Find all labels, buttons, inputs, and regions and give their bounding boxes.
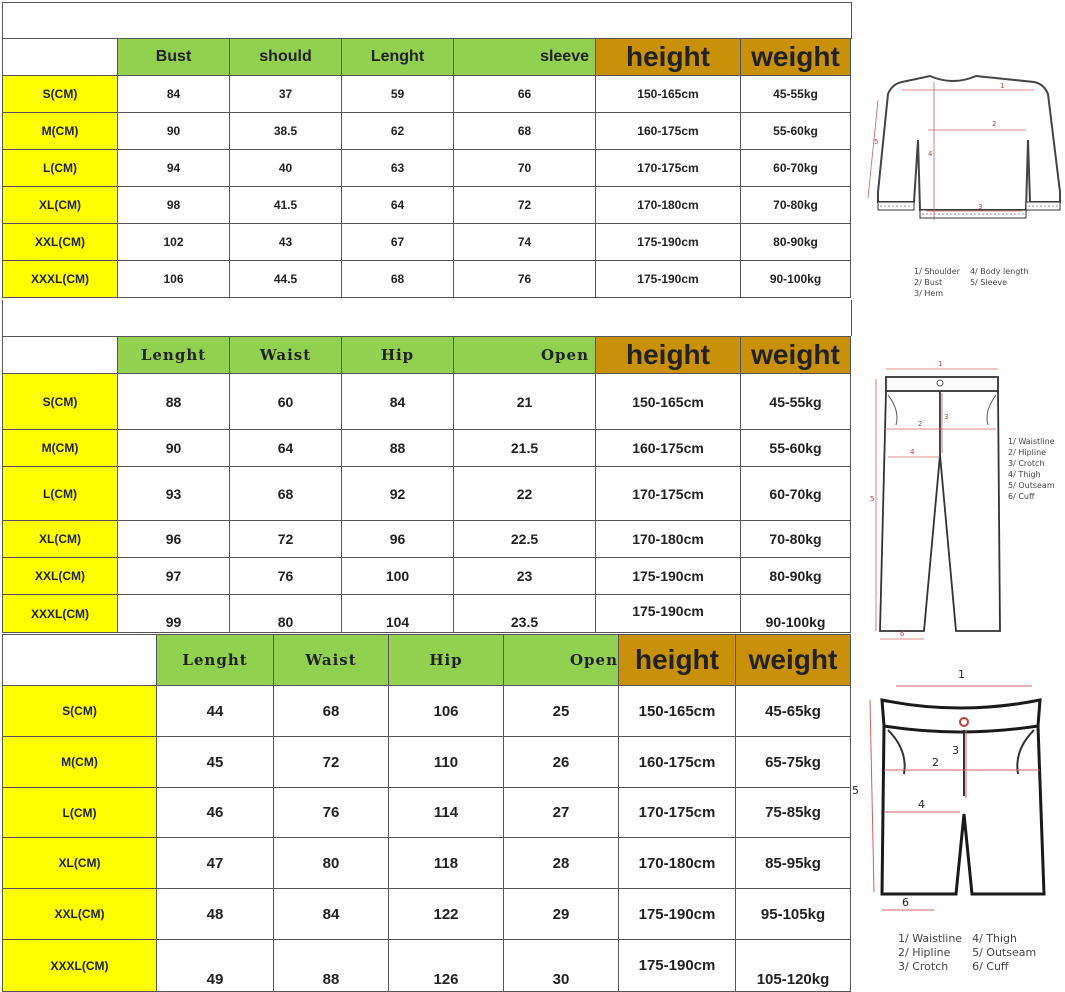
tops-size-table [2,38,851,298]
cell-length: 64 [342,187,454,224]
size-label: XL(CM) [3,521,118,558]
cell-height: 170-180cm [596,187,741,224]
table-row [3,76,851,113]
diagram-label-2: 2 [918,420,923,428]
cell-open: 21 [454,374,596,430]
col-header-length: Lenght [118,337,230,374]
shorts-measure-diagram [848,664,1058,924]
diagram-label-3: 3 [952,744,959,757]
cell-height: 175-190cm [596,261,741,298]
cell-open: 26 [504,737,619,788]
cell-hip: 114 [389,788,504,838]
legend-item: 5/ Outseam [972,946,1037,959]
size-label: S(CM) [3,686,157,737]
legend-item: 3/ Crotch [1008,459,1045,468]
sweater-measure-diagram [858,60,1065,260]
cell-hip: 104 [342,595,454,633]
table-row [3,686,851,737]
cell-height: 175-190cm [619,889,736,940]
table-row [3,187,851,224]
cell-open: 25 [504,686,619,737]
col-header-height: height [596,39,741,76]
table-row [3,788,851,838]
diagram-label-6: 6 [900,630,905,638]
cell-height: 160-175cm [619,737,736,788]
cell-length: 68 [342,261,454,298]
cell-bust: 102 [118,224,230,261]
diagram-label-3: 3 [978,203,983,211]
col-header-waist: Waist [274,635,389,686]
header-blank-cell [3,39,118,76]
cell-open: 22 [454,467,596,521]
cell-weight: 65-75kg [736,737,851,788]
cell-height: 170-180cm [596,521,741,558]
cell-hip: 110 [389,737,504,788]
legend-item: 1/ Waistline [1008,437,1055,446]
size-label: M(CM) [3,430,118,467]
cell-weight: 95-105kg [736,889,851,940]
col-header-open: Open [504,635,619,686]
legend-item: 1/ Waistline [898,932,963,945]
legend-item: 3/ Crotch [898,960,949,973]
size-label: S(CM) [3,374,118,430]
shorts-legend [898,932,1058,974]
cell-weight: 90-100kg [741,261,851,298]
cell-open: 21.5 [454,430,596,467]
table-row [3,595,851,633]
legend-item: 5/ Outseam [1008,481,1055,490]
cell-height: 170-175cm [596,467,741,521]
sweater-legend [914,266,1064,299]
cell-weight: 45-55kg [741,374,851,430]
table-row [3,113,851,150]
pants-legend [1008,436,1065,502]
cell-length: 59 [342,76,454,113]
diagram-label-5: 5 [852,784,859,797]
cell-hip: 118 [389,838,504,889]
legend-item: 2/ Bust [914,278,943,287]
tops-header-row [3,39,851,76]
cell-height: 175-190cm [619,940,736,992]
legend-item: 6/ Cuff [1008,492,1035,501]
col-header-sleeve: sleeve [454,39,596,76]
cell-hip: 106 [389,686,504,737]
cell-height: 175-190cm [596,595,741,633]
cell-weight: 70-80kg [741,187,851,224]
table-row [3,889,851,940]
cell-height: 160-175cm [596,113,741,150]
top-blank-strip [2,2,852,39]
table-row [3,940,851,992]
cell-height: 150-165cm [596,374,741,430]
table-row [3,521,851,558]
cell-length: 90 [118,430,230,467]
cell-length: 67 [342,224,454,261]
cell-bust: 106 [118,261,230,298]
cell-weight: 70-80kg [741,521,851,558]
cell-hip: 92 [342,467,454,521]
cell-waist: 84 [274,889,389,940]
cell-weight: 85-95kg [736,838,851,889]
legend-item: 4/ Body length [969,267,1029,276]
cell-hip: 96 [342,521,454,558]
legend-item: 3/ Hem [914,289,944,298]
cell-weight: 55-60kg [741,430,851,467]
cell-waist: 72 [230,521,342,558]
size-label: S(CM) [3,76,118,113]
cell-bust: 94 [118,150,230,187]
size-label: M(CM) [3,737,157,788]
cell-weight: 60-70kg [741,467,851,521]
cell-open: 23.5 [454,595,596,633]
col-header-shoulder: should [230,39,342,76]
cell-length: 49 [157,940,274,992]
cell-sleeve: 76 [454,261,596,298]
cell-bust: 98 [118,187,230,224]
size-label: XXXL(CM) [3,940,157,992]
header-blank-cell [3,337,118,374]
col-header-hip: Hip [342,337,454,374]
cell-height: 170-180cm [619,838,736,889]
cell-sleeve: 66 [454,76,596,113]
size-label: XXL(CM) [3,224,118,261]
cell-height: 175-190cm [596,224,741,261]
diagram-label-4: 4 [918,798,925,811]
diagram-label-1: 1 [1000,82,1005,90]
col-header-bust: Bust [118,39,230,76]
cell-length: 44 [157,686,274,737]
cell-hip: 84 [342,374,454,430]
cell-height: 170-175cm [596,150,741,187]
cell-waist: 60 [230,374,342,430]
diagram-label-2: 2 [992,120,997,128]
pants-size-table [2,336,851,633]
col-header-weight: weight [741,39,851,76]
table-row [3,838,851,889]
table-row [3,224,851,261]
diagram-label-4: 4 [910,448,915,456]
cell-length: 62 [342,113,454,150]
cell-sleeve: 72 [454,187,596,224]
cell-shoulder: 38.5 [230,113,342,150]
size-label: XXXL(CM) [3,261,118,298]
cell-hip: 122 [389,889,504,940]
cell-sleeve: 74 [454,224,596,261]
size-label: L(CM) [3,467,118,521]
cell-height: 160-175cm [596,430,741,467]
cell-weight: 80-90kg [741,224,851,261]
pants-measure-diagram [866,355,1014,645]
size-label: XXL(CM) [3,889,157,940]
cell-hip: 88 [342,430,454,467]
cell-height: 150-165cm [596,76,741,113]
cell-waist: 64 [230,430,342,467]
cell-waist: 72 [274,737,389,788]
size-label: XL(CM) [3,187,118,224]
diagram-label-5: 5 [874,138,879,146]
cell-waist: 88 [274,940,389,992]
cell-shoulder: 37 [230,76,342,113]
diagram-label-6: 6 [902,896,909,909]
table-row [3,374,851,430]
cell-length: 97 [118,558,230,595]
cell-height: 175-190cm [596,558,741,595]
cell-weight: 60-70kg [741,150,851,187]
cell-waist: 68 [230,467,342,521]
cell-length: 93 [118,467,230,521]
shorts-size-table [2,634,851,992]
cell-weight: 90-100kg [741,595,851,633]
cell-height: 150-165cm [619,686,736,737]
table-row [3,558,851,595]
gap-blank-strip [2,300,852,336]
cell-length: 99 [118,595,230,633]
cell-length: 46 [157,788,274,838]
legend-item: 6/ Cuff [972,960,1009,973]
size-label: XXXL(CM) [3,595,118,633]
table-row [3,467,851,521]
legend-item: 2/ Hipline [898,946,951,959]
size-label: XXL(CM) [3,558,118,595]
col-header-hip: Hip [389,635,504,686]
legend-item: 4/ Thigh [1008,470,1041,479]
cell-waist: 68 [274,686,389,737]
cell-length: 88 [118,374,230,430]
cell-waist: 80 [230,595,342,633]
size-label: L(CM) [3,150,118,187]
legend-item: 2/ Hipline [1008,448,1047,457]
size-label: XL(CM) [3,838,157,889]
cell-length: 47 [157,838,274,889]
header-blank-cell [3,635,157,686]
cell-shoulder: 43 [230,224,342,261]
cell-length: 45 [157,737,274,788]
cell-weight: 45-55kg [741,76,851,113]
cell-shoulder: 44.5 [230,261,342,298]
cell-weight: 105-120kg [736,940,851,992]
cell-hip: 100 [342,558,454,595]
cell-bust: 90 [118,113,230,150]
cell-waist: 76 [274,788,389,838]
cell-weight: 75-85kg [736,788,851,838]
legend-item: 4/ Thigh [972,932,1017,945]
diagram-label-5: 5 [870,495,875,503]
col-header-height: height [596,337,741,374]
cell-open: 22.5 [454,521,596,558]
cell-height: 170-175cm [619,788,736,838]
col-header-waist: Waist [230,337,342,374]
cell-weight: 55-60kg [741,113,851,150]
cell-weight: 45-65kg [736,686,851,737]
diagram-label-1: 1 [938,360,943,368]
size-label: L(CM) [3,788,157,838]
diagram-label-1: 1 [958,668,965,681]
cell-hip: 126 [389,940,504,992]
cell-open: 28 [504,838,619,889]
cell-weight: 80-90kg [741,558,851,595]
table-row [3,737,851,788]
table-row [3,430,851,467]
cell-length: 63 [342,150,454,187]
cell-length: 48 [157,889,274,940]
cell-shoulder: 41.5 [230,187,342,224]
legend-item: 1/ Shoulder [914,267,960,276]
col-header-height: height [619,635,736,686]
cell-open: 23 [454,558,596,595]
size-label: M(CM) [3,113,118,150]
cell-shoulder: 40 [230,150,342,187]
cell-sleeve: 68 [454,113,596,150]
diagram-label-2: 2 [932,756,939,769]
cell-length: 96 [118,521,230,558]
col-header-weight: weight [741,337,851,374]
cell-bust: 84 [118,76,230,113]
legend-item: 5/ Sleeve [969,278,1008,287]
table-row [3,261,851,298]
col-header-length: Lenght [157,635,274,686]
col-header-length: Lenght [342,39,454,76]
col-header-weight: weight [736,635,851,686]
col-header-open: Open [454,337,596,374]
cell-open: 29 [504,889,619,940]
cell-open: 30 [504,940,619,992]
cell-open: 27 [504,788,619,838]
cell-waist: 80 [274,838,389,889]
pants-header-row [3,337,851,374]
diagram-label-4: 4 [928,150,933,158]
table-row [3,150,851,187]
shorts-header-row [3,635,851,686]
cell-sleeve: 70 [454,150,596,187]
cell-waist: 76 [230,558,342,595]
diagram-label-3: 3 [944,413,949,421]
